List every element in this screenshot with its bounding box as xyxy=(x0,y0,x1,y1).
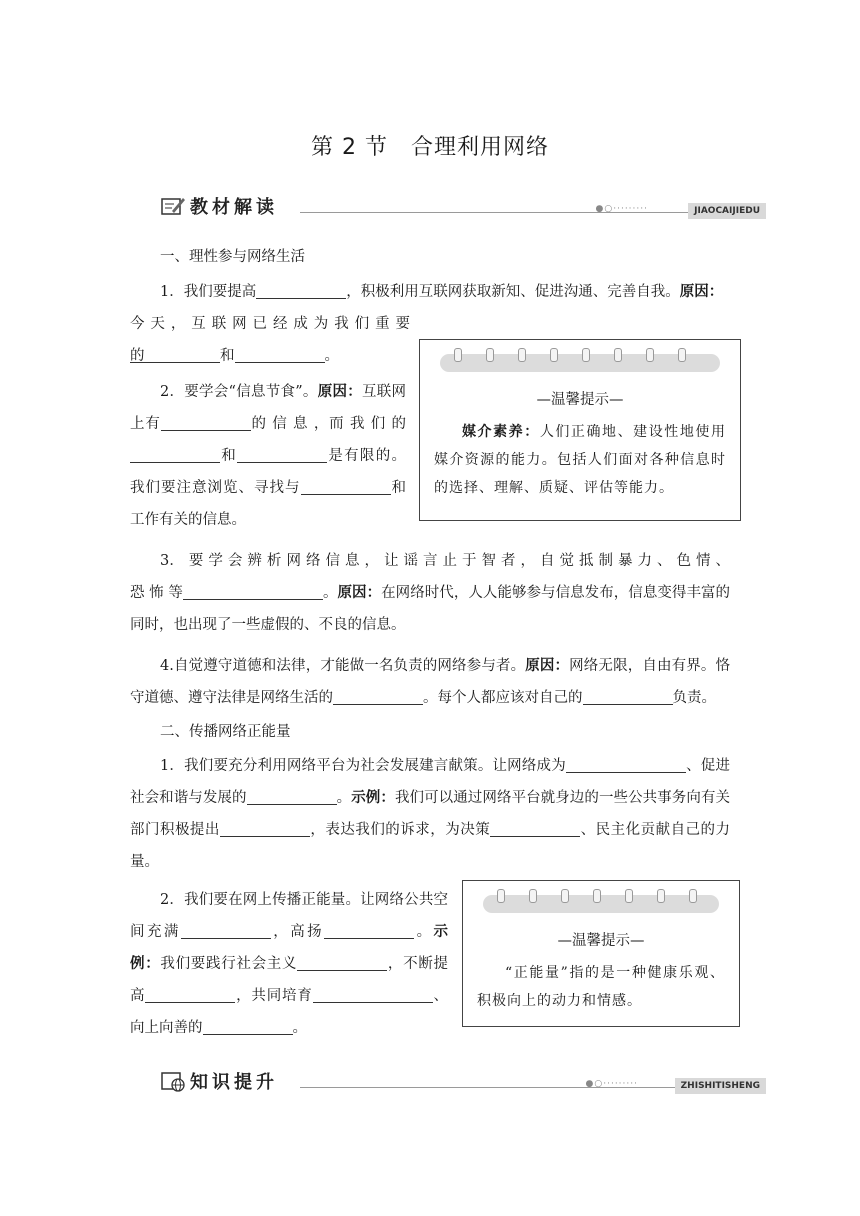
tip-body: “正能量”指的是一种健康乐观、积极向上的动力和情感。 xyxy=(477,965,725,1009)
paragraph: 2．要学会“信息节食”。原因：互联网上有 的 信 息 ，而 我 们 的和 是有限的。我们要注意浏览、寻找与 和工作有关的信息。 xyxy=(130,384,407,528)
blank[interactable] xyxy=(203,1016,293,1035)
banner-label: 知识提升 xyxy=(190,1072,278,1093)
tip-body: 媒介素养：人们正确地、建设性地使用媒介资源的能力。包括人们面对各种信息时的选择、理解、质疑、评估等能力。 xyxy=(434,424,726,496)
blank[interactable] xyxy=(235,344,325,363)
tip-title: —温馨提示— xyxy=(557,933,645,949)
blank[interactable] xyxy=(297,952,387,971)
tip-box xyxy=(419,339,741,521)
banner-dots: ●○········· xyxy=(585,1079,638,1089)
section-banner-knowledge xyxy=(160,1068,766,1096)
paragraph: 1．我们要充分利用网络平台为社会发展建言献策。让网络成为 、促进社会和谐与发展的 。示例：我们可以通过网络平台就身边的一些公共事务向有关部门积极提出 ，表达我们的诉求，为决策 、民主化贡献自己的力量。 xyxy=(130,750,730,878)
blank[interactable] xyxy=(256,280,346,299)
paragraph: 3． 要 学 会 辨 析 网 络 信 息 ， 让 谣 言 止 于 智 者 ， 自 觉 抵 制 暴 力 、 色 情 、 恐 怖 等 。原因：在网络时代，人人能够参与信息发布，信息变得丰富的同时，也出现了一些虚假的、不良的信息。 xyxy=(130,553,731,633)
section-heading: 一、理性参与网络生活 xyxy=(160,249,305,265)
globe-icon xyxy=(160,1070,186,1092)
blank[interactable] xyxy=(301,476,391,495)
banner-code: JIAOCAIJIEDU xyxy=(688,203,766,219)
section-banner-textbook xyxy=(160,193,766,221)
blank[interactable] xyxy=(490,818,580,837)
blank[interactable] xyxy=(145,984,235,1003)
blank[interactable] xyxy=(237,444,327,463)
blank[interactable] xyxy=(220,818,310,837)
paragraph: 1．我们要提高 ，积极利用互联网获取新知、促进沟通、完善自我。原因： xyxy=(130,276,730,308)
blank[interactable] xyxy=(130,344,220,363)
spiral-binding xyxy=(483,895,719,913)
blank[interactable] xyxy=(583,686,673,705)
paragraph: 4.自觉遵守道德和法律，才能做一名负责的网络参与者。原因：网络无限，自由有界。恪守道德、遵守法律是网络生活的 。每个人都应该对自己的 负责。 xyxy=(130,658,731,706)
tip-title: —温馨提示— xyxy=(536,392,624,408)
banner-label: 教材解读 xyxy=(190,197,278,218)
section-heading: 二、传播网络正能量 xyxy=(160,724,291,740)
blank[interactable] xyxy=(130,444,220,463)
pencil-note-icon xyxy=(160,195,186,217)
blank[interactable] xyxy=(181,920,271,939)
tip-box xyxy=(462,880,740,1027)
banner-dots: ●○········· xyxy=(595,204,648,214)
blank[interactable] xyxy=(183,581,323,600)
blank[interactable] xyxy=(161,412,251,431)
paragraph: 今 天 ， 互 联 网 已 经 成 为 我 们 重 要 的 xyxy=(130,316,410,364)
blank[interactable] xyxy=(324,920,414,939)
blank[interactable] xyxy=(333,686,423,705)
spiral-binding xyxy=(440,354,720,372)
banner-code: ZHISHITISHENG xyxy=(675,1078,766,1094)
page-title: 第 2 节 合理利用网络 xyxy=(311,135,549,160)
blank[interactable] xyxy=(566,754,686,773)
blank[interactable] xyxy=(313,984,433,1003)
paragraph: 2．我们要在网上传播正能量。让网络公共空间充满 ，高扬 。示例：我们要践行社会主义 ，不断提高 ，共同培育 、向上向善的 。 xyxy=(130,892,449,1036)
paragraph: 和 。 xyxy=(130,340,410,372)
blank[interactable] xyxy=(247,786,337,805)
